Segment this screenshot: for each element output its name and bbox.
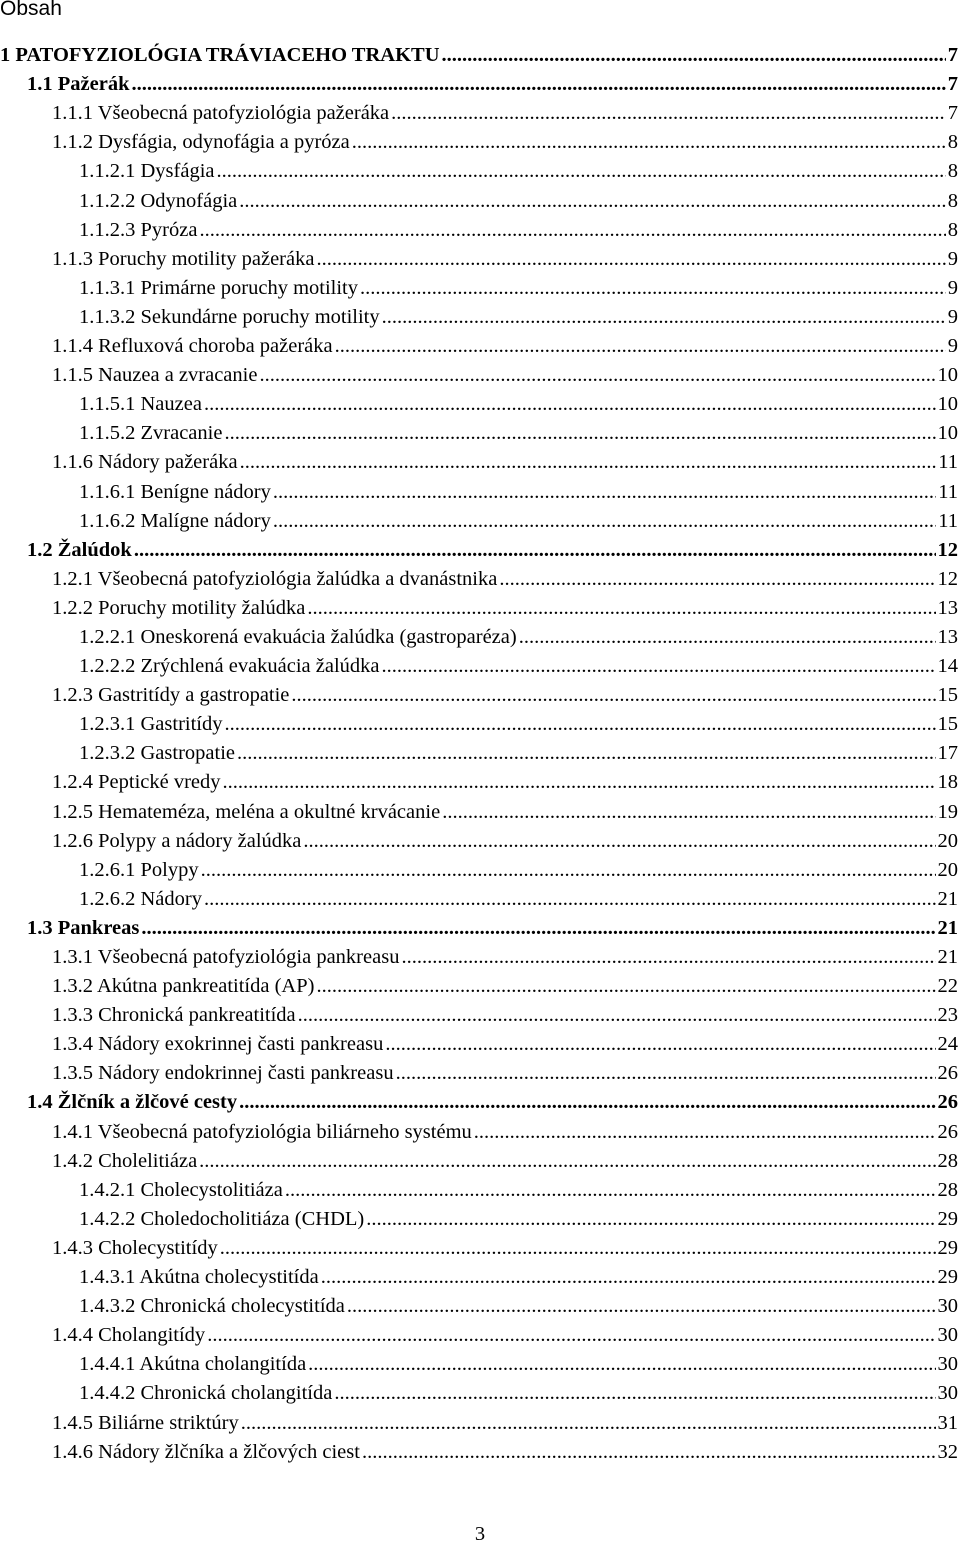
toc-entry-title: 1.4.4.1 Akútna cholangitída: [79, 1353, 307, 1376]
toc-entry-title: 1 PATOFYZIOLÓGIA TRÁVIACEHO TRAKTU: [0, 44, 440, 67]
toc-dot-leader: [308, 1352, 935, 1376]
toc-entry-title: 1.1.6 Nádory pažeráka: [52, 451, 238, 474]
toc-entry[interactable]: [0, 358, 960, 387]
toc-entry[interactable]: [0, 853, 960, 882]
toc-entry-page: 21: [937, 887, 958, 910]
toc-dot-leader: [220, 1236, 936, 1260]
toc-entry-page: 32: [937, 1440, 958, 1463]
toc-entry[interactable]: [0, 242, 960, 271]
toc-entry-page: 28: [937, 1149, 958, 1172]
toc-entry-page: 26: [937, 1120, 958, 1143]
toc-entry[interactable]: [0, 504, 960, 533]
toc-entry-title: 1.1.3.2 Sekundárne poruchy motility: [79, 305, 380, 328]
toc-entry[interactable]: [0, 562, 960, 591]
toc-entry[interactable]: [0, 1231, 960, 1260]
toc-entry-page: 21: [937, 946, 958, 968]
toc-dot-leader: [134, 538, 936, 562]
toc-entry-page: 22: [937, 975, 958, 998]
toc-entry-title: 1.2.3.1 Gastritídy: [79, 713, 223, 736]
toc-entry[interactable]: [0, 154, 960, 183]
toc-entry-title: 1.3 Pankreas: [27, 916, 140, 939]
toc-dot-leader: [204, 887, 936, 911]
toc-entry[interactable]: [0, 707, 960, 736]
toc-dot-leader: [298, 1003, 936, 1027]
toc-entry-page: 15: [937, 684, 958, 707]
toc-entry-page: 13: [937, 596, 958, 619]
toc-entry[interactable]: [0, 794, 960, 823]
toc-dot-leader: [273, 509, 936, 533]
toc-dot-leader: [201, 858, 936, 882]
toc-entry[interactable]: [0, 1173, 960, 1202]
toc-dot-leader: [239, 1090, 935, 1114]
toc-entry-page: 14: [937, 655, 958, 678]
toc-entry-page: 29: [937, 1266, 958, 1289]
toc-entry-page: 7: [947, 73, 958, 96]
toc-entry-page: 19: [937, 800, 958, 823]
toc-entry-title: 1.4.2 Cholelitiáza: [52, 1149, 198, 1172]
toc-entry-page: 10: [937, 364, 958, 387]
toc-entry-title: 1.4.6 Nádory žlčníka a žlčových ciest: [52, 1440, 360, 1463]
toc-entry-title: 1.2.5 Hemateméza, meléna a okultné krvácanie: [52, 800, 441, 823]
toc-entry-page: 30: [937, 1324, 958, 1347]
toc-dot-leader: [499, 567, 935, 591]
toc-entry-page: 11: [938, 451, 958, 474]
toc-dot-leader: [273, 480, 936, 504]
toc-entry[interactable]: [0, 533, 960, 562]
toc-entry-page: 7: [947, 102, 958, 125]
toc-entry-page: 9: [947, 305, 958, 328]
toc-entry-title: 1.2.6.2 Nádory: [79, 887, 202, 910]
toc-entry[interactable]: [0, 96, 960, 125]
toc-entry-page: 15: [937, 713, 958, 736]
toc-entry-title: 1.1.2.1 Dysfágia: [79, 160, 215, 183]
toc-dot-leader: [382, 654, 936, 678]
toc-entry-page: 11: [938, 480, 958, 503]
toc-entry-title: 1.4.3.2 Chronická cholecystitída: [79, 1295, 345, 1318]
toc-entry-page: 29: [937, 1207, 958, 1230]
toc-entry[interactable]: [0, 882, 960, 911]
toc-dot-leader: [362, 1440, 936, 1464]
toc-entry-page: 8: [947, 189, 958, 212]
toc-dot-leader: [303, 829, 935, 853]
toc-dot-leader: [442, 43, 946, 67]
toc-dot-leader: [391, 101, 946, 125]
toc-dot-leader: [442, 800, 935, 824]
toc-entry-title: 1.4.2.1 Cholecystolitiáza: [79, 1178, 283, 1201]
toc-entry[interactable]: [0, 591, 960, 620]
toc-entry[interactable]: [0, 1260, 960, 1289]
toc-dot-leader: [204, 392, 936, 416]
toc-dot-leader: [291, 683, 935, 707]
toc-entry-page: 26: [937, 1062, 958, 1085]
toc-entry-page: 30: [937, 1382, 958, 1405]
toc-entry-title: 1.3.2 Akútna pankreatitída (AP): [52, 975, 315, 998]
toc-entry-title: 1.2 Žalúdok: [27, 538, 132, 561]
toc-dot-leader: [316, 974, 935, 998]
toc-entry[interactable]: [0, 649, 960, 678]
toc-entry[interactable]: [0, 125, 960, 154]
toc-entry-title: 1.4.3 Cholecystitídy: [52, 1236, 218, 1259]
toc-dot-leader: [223, 770, 936, 794]
toc-entry-page: 20: [937, 858, 958, 881]
toc-entry-page: 21: [937, 916, 958, 939]
toc-entry[interactable]: [0, 387, 960, 416]
toc-dot-leader: [352, 130, 946, 154]
toc-dot-leader: [241, 1411, 936, 1435]
toc-entry-page: 20: [937, 829, 958, 852]
toc-entry[interactable]: [0, 300, 960, 329]
toc-entry-page: 30: [937, 1295, 958, 1318]
toc-entry-page: 24: [937, 1033, 958, 1056]
toc-entry[interactable]: [0, 416, 960, 445]
toc-entry[interactable]: [0, 1347, 960, 1376]
toc-entry-page: 10: [937, 422, 958, 445]
toc-entry-title: 1.2.3 Gastritídy a gastropatie: [52, 684, 290, 707]
toc-entry[interactable]: [0, 1405, 960, 1434]
toc-entry[interactable]: [0, 824, 960, 853]
toc-entry[interactable]: [0, 1202, 960, 1231]
toc-entry-title: 1.1.2.2 Odynofágia: [79, 189, 238, 212]
toc-dot-leader: [519, 625, 936, 649]
toc-entry-title: 1.1.2.3 Pyróza: [79, 218, 198, 241]
toc-entry-page: 29: [937, 1236, 958, 1259]
toc-entry-title: 1.1.6.2 Malígne nádory: [79, 509, 271, 532]
toc-entry-title: 1.2.2 Poruchy motility žalúdka: [52, 596, 306, 619]
toc-entry-title: 1.4 Žlčník a žlčové cesty: [27, 1091, 238, 1114]
toc-entry[interactable]: [0, 1144, 960, 1173]
toc-dot-leader: [224, 421, 935, 445]
toc-entry-title: 1.3.5 Nádory endokrinnej časti pankreasu: [52, 1062, 394, 1085]
toc-entry-page: 8: [947, 218, 958, 241]
toc-entry-page: 12: [937, 567, 958, 590]
toc-dot-leader: [207, 1323, 935, 1347]
toc-dot-leader: [321, 1265, 936, 1289]
toc-entry[interactable]: [0, 911, 960, 940]
toc-entry-page: 31: [937, 1411, 958, 1434]
toc-entry-title: 1.4.1 Všeobecná patofyziológia biliárneho systému: [52, 1120, 472, 1143]
toc-entry-title: 1.4.2.2 Choledocholitiáza (CHDL): [79, 1207, 365, 1230]
toc-dot-leader: [334, 1381, 935, 1405]
toc-entry-page: 18: [937, 771, 958, 794]
toc-entry[interactable]: [0, 474, 960, 503]
toc-entry[interactable]: [0, 1056, 960, 1085]
toc-dot-leader: [307, 596, 935, 620]
toc-entry[interactable]: [0, 1114, 960, 1143]
toc-entry[interactable]: [0, 765, 960, 794]
toc-dot-leader: [401, 945, 935, 969]
toc-entry[interactable]: [0, 445, 960, 474]
toc-dot-leader: [217, 159, 946, 183]
toc-entry[interactable]: [0, 329, 960, 358]
toc-entry-title: 1.4.4 Cholangitídy: [52, 1324, 206, 1347]
toc-dot-leader: [259, 363, 935, 387]
toc-dot-leader: [396, 1061, 936, 1085]
toc-entry[interactable]: [0, 736, 960, 765]
toc-dot-leader: [199, 218, 945, 242]
toc-dot-leader: [335, 334, 946, 358]
toc-entry[interactable]: [0, 620, 960, 649]
toc-dot-leader: [225, 712, 936, 736]
toc-entry-title: 1.3.4 Nádory exokrinnej časti pankreasu: [52, 1033, 384, 1056]
toc-dot-leader: [347, 1294, 936, 1318]
toc-entry-page: 9: [947, 335, 958, 358]
toc-entry-title: 1.1.3 Poruchy motility pažeráka: [52, 247, 315, 270]
toc-entry[interactable]: [0, 271, 960, 300]
toc-entry[interactable]: [0, 1435, 960, 1464]
toc-entry-page: 10: [937, 393, 958, 416]
toc-entry-title: 1.4.5 Biliárne striktúry: [52, 1411, 239, 1434]
toc-entry-title: 1.1.5.1 Nauzea: [79, 393, 202, 416]
toc-entry-title: 1.1.4 Refluxová choroba pažeráka: [52, 335, 333, 358]
toc-entry-page: 30: [937, 1353, 958, 1376]
toc-entry-title: 1.1 Pažerák: [27, 73, 130, 96]
toc-entry[interactable]: [0, 998, 960, 1027]
toc-entry-title: 1.1.5 Nauzea a zvracanie: [52, 364, 258, 387]
toc-entry-title: 1.1.5.2 Zvracanie: [79, 422, 223, 445]
toc-entry-title: 1.1.1 Všeobecná patofyziológia pažeráka: [52, 102, 390, 125]
toc-entry-page: 8: [947, 160, 958, 183]
toc-entry-page: 13: [937, 625, 958, 648]
toc-entry-title: 1.3.1 Všeobecná patofyziológia pankreasu: [52, 946, 400, 968]
toc-entry-title: 1.1.2 Dysfágia, odynofágia a pyróza: [52, 131, 350, 154]
toc-entry-title: 1.2.1 Všeobecná patofyziológia žalúdka a dvanástnika: [52, 567, 498, 590]
toc-dot-leader: [382, 305, 946, 329]
toc-dot-leader: [199, 1149, 935, 1173]
toc-entry-page: 7: [947, 44, 958, 67]
toc-entry-title: 1.3.3 Chronická pankreatitída: [52, 1004, 296, 1027]
toc-entry-page: 9: [947, 247, 958, 270]
toc-entry-title: 1.2.4 Peptické vredy: [52, 771, 221, 794]
toc-dot-leader: [474, 1120, 936, 1144]
toc-entry[interactable]: [0, 183, 960, 212]
toc-entry[interactable]: [0, 678, 960, 707]
toc-entry-page: 9: [947, 276, 958, 299]
table-of-contents: [0, 38, 960, 1464]
toc-entry-title: 1.1.3.1 Primárne poruchy motility: [79, 276, 358, 299]
toc-entry[interactable]: [0, 38, 960, 67]
toc-entry-title: 1.4.3.1 Akútna cholecystitída: [79, 1266, 319, 1289]
toc-dot-leader: [360, 276, 946, 300]
page-title: Obsah: [0, 0, 62, 20]
toc-entry[interactable]: [0, 1027, 960, 1056]
toc-entry[interactable]: [0, 213, 960, 242]
toc-entry-page: 23: [937, 1004, 958, 1027]
toc-entry-title: 1.2.2.1 Oneskorená evakuácia žalúdka (gastroparéza): [79, 625, 517, 648]
toc-entry-title: 1.2.2.2 Zrýchlená evakuácia žalúdka: [79, 655, 380, 678]
toc-entry-title: 1.4.4.2 Chronická cholangitída: [79, 1382, 333, 1405]
toc-entry[interactable]: [0, 969, 960, 998]
toc-dot-leader: [141, 916, 935, 940]
toc-entry[interactable]: [0, 67, 960, 96]
toc-entry-page: 26: [937, 1091, 958, 1114]
toc-entry-title: 1.2.6 Polypy a nádory žalúdka: [52, 829, 302, 852]
toc-dot-leader: [237, 741, 936, 765]
toc-dot-leader: [239, 189, 945, 213]
toc-entry[interactable]: [0, 1376, 960, 1405]
toc-entry[interactable]: [0, 1085, 960, 1114]
toc-entry-page: 17: [937, 742, 958, 765]
toc-dot-leader: [366, 1207, 935, 1231]
toc-entry[interactable]: [0, 1318, 960, 1347]
toc-entry-page: 11: [938, 509, 958, 532]
page-number: 3: [474, 1523, 486, 1545]
toc-entry-title: 1.2.3.2 Gastropatie: [79, 742, 235, 765]
toc-entry-page: 8: [947, 131, 958, 154]
toc-dot-leader: [316, 247, 945, 271]
toc-dot-leader: [285, 1178, 936, 1202]
toc-entry-page: 12: [937, 538, 958, 561]
toc-dot-leader: [240, 450, 937, 474]
toc-dot-leader: [385, 1032, 935, 1056]
toc-entry-page: 28: [937, 1178, 958, 1201]
toc-entry[interactable]: [0, 940, 960, 969]
toc-dot-leader: [131, 72, 945, 96]
toc-entry-title: 1.1.6.1 Benígne nádory: [79, 480, 271, 503]
toc-entry-title: 1.2.6.1 Polypy: [79, 858, 199, 881]
toc-entry[interactable]: [0, 1289, 960, 1318]
